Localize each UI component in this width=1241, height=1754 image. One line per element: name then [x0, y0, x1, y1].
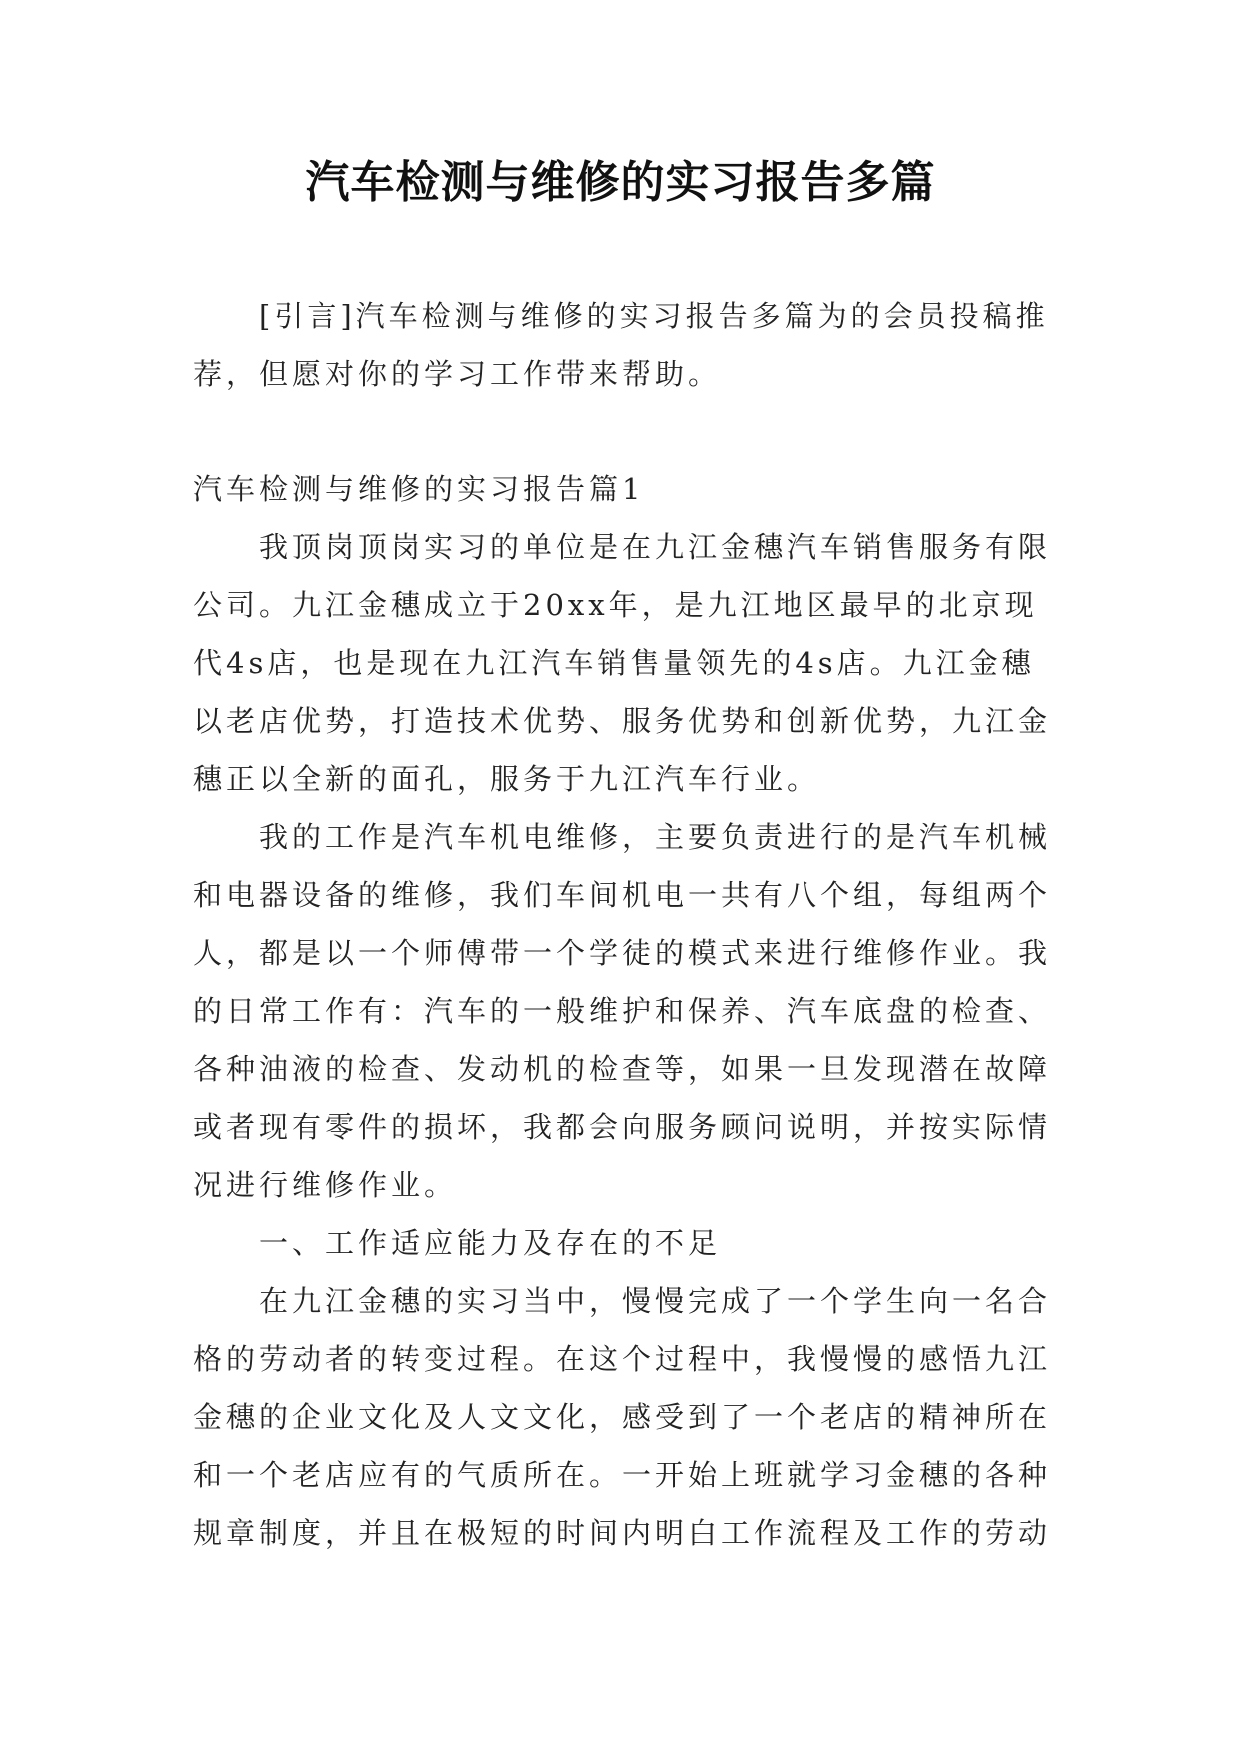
body-paragraph: 我的工作是汽车机电维修，主要负责进行的是汽车机械和电器设备的维修，我们车间机电一共有八个组，每组两个人，都是以一个师傅带一个学徒的模式来进行维修作业。我的日常工作有：汽车的一般维护和保养、汽车底盘的检查、各种油液的检查、发动机的检查等，如果一旦发现潜在故障或者现有零件的损坏，我都会向服务顾问说明，并按实际情况进行维修作业。 [193, 820, 1052, 1202]
document-title: 汽车检测与维修的实习报告多篇 [305, 157, 936, 208]
subheading: 一、工作适应能力及存在的不足 [259, 1226, 722, 1260]
body-paragraph: 在九江金穗的实习当中，慢慢完成了一个学生向一名合格的劳动者的转变过程。在这个过程中，我慢慢的感悟九江金穗的企业文化及人文文化，感受到了一个老店的精神所在和一个老店应有的气质所在。一开始上班就学习金穗的各种规章制度，并且在极短的时间内明白工作流程及工作的劳动 [193, 1284, 1052, 1550]
intro-block [193, 287, 1053, 403]
section-heading: 汽车检测与维修的实习报告篇1 [193, 472, 645, 506]
intro-paragraph: [引言]汽车检测与维修的实习报告多篇为的会员投稿推荐，但愿对你的学习工作带来帮助。 [193, 299, 1049, 391]
section-1 [193, 460, 1053, 1562]
body-paragraph: 我顶岗顶岗实习的单位是在九江金穗汽车销售服务有限公司。九江金穗成立于20xx年，是九江地区最早的北京现代4s店，也是现在九江汽车销售量领先的4s店。九江金穗以老店优势，打造技术优势、服务优势和创新优势，九江金穗正以全新的面孔，服务于九江汽车行业。 [193, 530, 1052, 796]
